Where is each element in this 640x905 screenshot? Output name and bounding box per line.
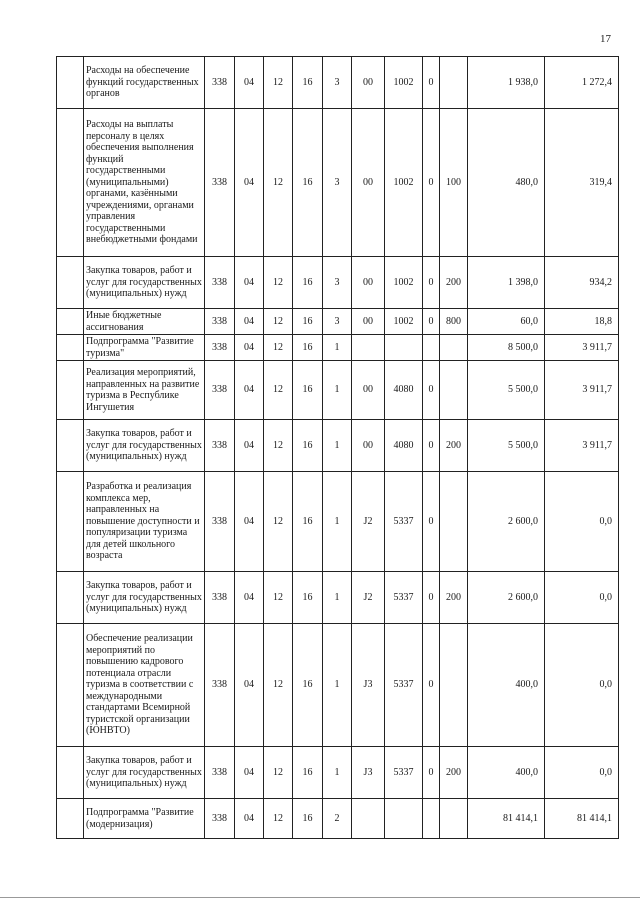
cell-section: 04	[235, 361, 264, 420]
cell-section: 04	[235, 747, 264, 799]
cell-subprogram: 1	[323, 624, 352, 747]
row-marker-cell	[57, 257, 84, 309]
cell-sub: 0	[423, 747, 440, 799]
table-row	[57, 747, 619, 799]
cell-sub	[423, 335, 440, 361]
cell-ministry: 338	[205, 799, 235, 839]
cell-name: Реализация мероприятий, направленных на развитие туризма в Республике Ингушетия	[84, 361, 205, 420]
cell-direction: J2	[352, 472, 385, 572]
budget-table-body	[57, 57, 619, 839]
cell-direction: 00	[352, 309, 385, 335]
cell-subsection: 12	[264, 361, 293, 420]
cell-year1: 5 500,0	[468, 420, 545, 472]
cell-sub: 0	[423, 57, 440, 109]
table-row	[57, 257, 619, 309]
cell-subprogram: 3	[323, 309, 352, 335]
cell-year2: 0,0	[545, 472, 619, 572]
cell-sub: 0	[423, 109, 440, 257]
row-marker-cell	[57, 472, 84, 572]
cell-article: 4080	[385, 420, 423, 472]
cell-direction: 00	[352, 109, 385, 257]
cell-year2: 81 414,1	[545, 799, 619, 839]
table-row	[57, 624, 619, 747]
cell-subsection: 12	[264, 624, 293, 747]
cell-ministry: 338	[205, 257, 235, 309]
cell-ministry: 338	[205, 335, 235, 361]
cell-year1: 1 938,0	[468, 57, 545, 109]
row-marker-cell	[57, 624, 84, 747]
cell-subprogram: 1	[323, 572, 352, 624]
cell-program: 16	[293, 335, 323, 361]
cell-expense-type: 200	[440, 747, 468, 799]
cell-year2: 0,0	[545, 624, 619, 747]
table-row	[57, 472, 619, 572]
cell-name: Иные бюджетные ассигнования	[84, 309, 205, 335]
cell-subprogram: 3	[323, 257, 352, 309]
cell-section: 04	[235, 572, 264, 624]
table-row	[57, 799, 619, 839]
cell-name: Закупка товаров, работ и услуг для государственных (муниципальных) нужд	[84, 747, 205, 799]
cell-subsection: 12	[264, 57, 293, 109]
cell-name: Закупка товаров, работ и услуг для государственных (муниципальных) нужд	[84, 572, 205, 624]
row-marker-cell	[57, 57, 84, 109]
cell-program: 16	[293, 309, 323, 335]
cell-year1: 400,0	[468, 624, 545, 747]
cell-direction: 00	[352, 420, 385, 472]
cell-sub: 0	[423, 472, 440, 572]
cell-subprogram: 3	[323, 109, 352, 257]
cell-section: 04	[235, 799, 264, 839]
cell-year1: 400,0	[468, 747, 545, 799]
cell-year1: 60,0	[468, 309, 545, 335]
cell-ministry: 338	[205, 472, 235, 572]
cell-expense-type: 200	[440, 257, 468, 309]
cell-year1: 2 600,0	[468, 472, 545, 572]
cell-year2: 319,4	[545, 109, 619, 257]
cell-sub: 0	[423, 420, 440, 472]
cell-section: 04	[235, 109, 264, 257]
cell-program: 16	[293, 361, 323, 420]
cell-section: 04	[235, 335, 264, 361]
cell-subsection: 12	[264, 335, 293, 361]
row-marker-cell	[57, 309, 84, 335]
cell-ministry: 338	[205, 624, 235, 747]
table-row	[57, 109, 619, 257]
cell-direction: J3	[352, 747, 385, 799]
cell-section: 04	[235, 624, 264, 747]
cell-direction: 00	[352, 57, 385, 109]
cell-ministry: 338	[205, 420, 235, 472]
cell-subsection: 12	[264, 109, 293, 257]
cell-expense-type: 800	[440, 309, 468, 335]
budget-table	[56, 56, 619, 839]
cell-program: 16	[293, 109, 323, 257]
cell-expense-type	[440, 335, 468, 361]
cell-article	[385, 799, 423, 839]
cell-subprogram: 3	[323, 57, 352, 109]
cell-article: 1002	[385, 309, 423, 335]
row-marker-cell	[57, 335, 84, 361]
cell-subsection: 12	[264, 472, 293, 572]
cell-direction: 00	[352, 361, 385, 420]
cell-year1: 1 398,0	[468, 257, 545, 309]
cell-expense-type: 200	[440, 572, 468, 624]
cell-expense-type: 200	[440, 420, 468, 472]
cell-ministry: 338	[205, 57, 235, 109]
cell-program: 16	[293, 57, 323, 109]
table-row	[57, 420, 619, 472]
page-bottom-edge	[0, 897, 640, 898]
cell-name: Закупка товаров, работ и услуг для государственных (муниципальных) нужд	[84, 257, 205, 309]
cell-year2: 0,0	[545, 747, 619, 799]
cell-article: 5337	[385, 747, 423, 799]
cell-year1: 2 600,0	[468, 572, 545, 624]
cell-article: 1002	[385, 257, 423, 309]
cell-expense-type: 100	[440, 109, 468, 257]
cell-name: Подпрограмма "Развитие туризма"	[84, 335, 205, 361]
cell-sub: 0	[423, 309, 440, 335]
cell-sub: 0	[423, 361, 440, 420]
cell-ministry: 338	[205, 309, 235, 335]
cell-ministry: 338	[205, 747, 235, 799]
page-number: 17	[600, 33, 611, 45]
cell-year2: 3 911,7	[545, 335, 619, 361]
row-marker-cell	[57, 799, 84, 839]
cell-section: 04	[235, 309, 264, 335]
cell-program: 16	[293, 572, 323, 624]
cell-direction: J2	[352, 572, 385, 624]
cell-direction	[352, 799, 385, 839]
cell-year1: 480,0	[468, 109, 545, 257]
cell-year1: 81 414,1	[468, 799, 545, 839]
cell-year2: 3 911,7	[545, 361, 619, 420]
cell-article: 1002	[385, 109, 423, 257]
cell-article: 5337	[385, 472, 423, 572]
cell-subprogram: 2	[323, 799, 352, 839]
cell-subprogram: 1	[323, 747, 352, 799]
cell-sub: 0	[423, 257, 440, 309]
cell-subsection: 12	[264, 420, 293, 472]
cell-subsection: 12	[264, 572, 293, 624]
cell-section: 04	[235, 257, 264, 309]
cell-ministry: 338	[205, 361, 235, 420]
cell-sub: 0	[423, 572, 440, 624]
cell-direction: J3	[352, 624, 385, 747]
table-row	[57, 572, 619, 624]
cell-subsection: 12	[264, 257, 293, 309]
cell-program: 16	[293, 257, 323, 309]
cell-year2: 3 911,7	[545, 420, 619, 472]
cell-article: 5337	[385, 572, 423, 624]
table-row	[57, 309, 619, 335]
table-row	[57, 57, 619, 109]
cell-name: Подпрограмма "Развитие (модернизация)	[84, 799, 205, 839]
cell-article: 4080	[385, 361, 423, 420]
cell-year2: 1 272,4	[545, 57, 619, 109]
cell-section: 04	[235, 472, 264, 572]
cell-subsection: 12	[264, 799, 293, 839]
cell-ministry: 338	[205, 572, 235, 624]
cell-article: 5337	[385, 624, 423, 747]
cell-subsection: 12	[264, 747, 293, 799]
cell-program: 16	[293, 472, 323, 572]
cell-program: 16	[293, 624, 323, 747]
table-row	[57, 361, 619, 420]
row-marker-cell	[57, 109, 84, 257]
cell-expense-type	[440, 472, 468, 572]
cell-name: Разработка и реализация комплекса мер, направленных на повышение доступности и популяризации туризма для детей школьного возраста	[84, 472, 205, 572]
cell-subprogram: 1	[323, 472, 352, 572]
cell-name: Расходы на выплаты персоналу в целях обеспечения выполнения функций государственными (муниципальными) органами, казёнными учреждениями, органами управления государственными внебюджетными фондами	[84, 109, 205, 257]
cell-subprogram: 1	[323, 420, 352, 472]
cell-article: 1002	[385, 57, 423, 109]
table-row	[57, 335, 619, 361]
cell-year2: 0,0	[545, 572, 619, 624]
cell-expense-type	[440, 799, 468, 839]
cell-sub	[423, 799, 440, 839]
cell-direction	[352, 335, 385, 361]
row-marker-cell	[57, 747, 84, 799]
cell-name: Расходы на обеспечение функций государственных органов	[84, 57, 205, 109]
cell-section: 04	[235, 420, 264, 472]
cell-expense-type	[440, 361, 468, 420]
cell-name: Обеспечение реализации мероприятий по повышению кадрового потенциала отрасли туризма в соответствии с международными стандартами Всемирной туристской организации (ЮНВТО)	[84, 624, 205, 747]
cell-ministry: 338	[205, 109, 235, 257]
cell-program: 16	[293, 420, 323, 472]
cell-subsection: 12	[264, 309, 293, 335]
cell-year2: 934,2	[545, 257, 619, 309]
row-marker-cell	[57, 420, 84, 472]
cell-direction: 00	[352, 257, 385, 309]
cell-sub: 0	[423, 624, 440, 747]
cell-name: Закупка товаров, работ и услуг для государственных (муниципальных) нужд	[84, 420, 205, 472]
cell-subprogram: 1	[323, 335, 352, 361]
cell-program: 16	[293, 799, 323, 839]
cell-section: 04	[235, 57, 264, 109]
cell-article	[385, 335, 423, 361]
cell-expense-type	[440, 57, 468, 109]
cell-program: 16	[293, 747, 323, 799]
row-marker-cell	[57, 361, 84, 420]
cell-year1: 5 500,0	[468, 361, 545, 420]
cell-year1: 8 500,0	[468, 335, 545, 361]
cell-subprogram: 1	[323, 361, 352, 420]
cell-expense-type	[440, 624, 468, 747]
cell-year2: 18,8	[545, 309, 619, 335]
row-marker-cell	[57, 572, 84, 624]
